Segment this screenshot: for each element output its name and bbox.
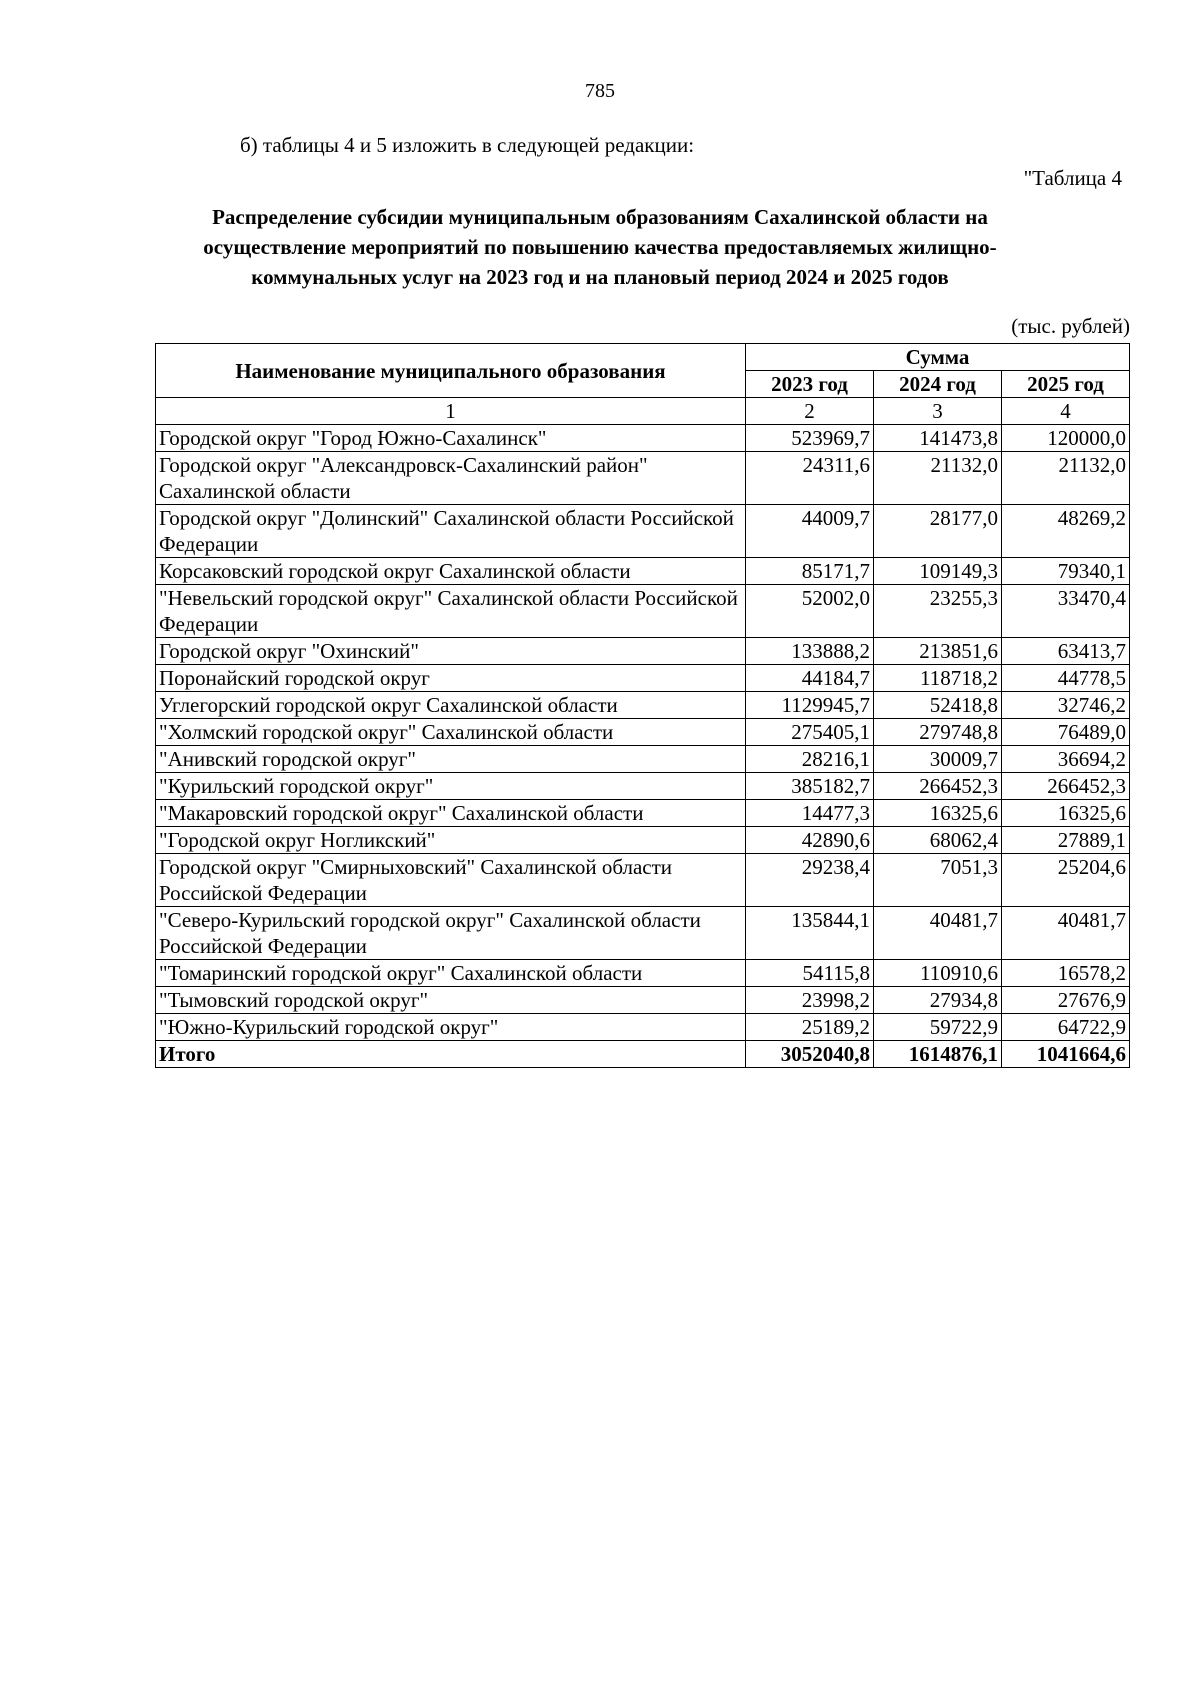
value-2024: 16325,6 (874, 800, 1002, 827)
municipality-name: Городской округ "Долинский" Сахалинской области Российской Федерации (156, 505, 746, 558)
table-title: Распределение субсидии муниципальным образованиям Сахалинской области на осуществление мероприятий по повышению качества предоставляемых жилищно-коммунальных услуг на 2023 год и на плановый период 2024 и 2025 годов (203, 205, 997, 289)
value-2023: 133888,2 (746, 638, 874, 665)
value-2023: 523969,7 (746, 425, 874, 452)
units-label: (тыс. рублей) (1011, 314, 1130, 338)
municipality-name: Городской округ "Александровск-Сахалинский район" Сахалинской области (156, 452, 746, 505)
value-2023: 25189,2 (746, 1014, 874, 1041)
value-2023: 44009,7 (746, 505, 874, 558)
table-row (156, 773, 1130, 800)
header-name: Наименование муниципального образования (156, 344, 746, 398)
column-number: 1 (156, 398, 746, 425)
table-row (156, 452, 1130, 505)
value-2025: 64722,9 (1002, 1014, 1130, 1041)
subsidy-table (155, 343, 1130, 1068)
value-2024: 27934,8 (874, 987, 1002, 1014)
value-2023: 135844,1 (746, 907, 874, 960)
table-row (156, 907, 1130, 960)
value-2024: 109149,3 (874, 558, 1002, 585)
value-2023: 1129945,7 (746, 692, 874, 719)
municipality-name: "Городской округ Ногликский" (156, 827, 746, 854)
table-row (156, 665, 1130, 692)
total-2024: 1614876,1 (874, 1041, 1002, 1068)
value-2024: 28177,0 (874, 505, 1002, 558)
value-2025: 79340,1 (1002, 558, 1130, 585)
column-number: 3 (874, 398, 1002, 425)
table-row (156, 425, 1130, 452)
value-2025: 48269,2 (1002, 505, 1130, 558)
header-year-2023: 2023 год (746, 371, 874, 398)
table-row (156, 1014, 1130, 1041)
value-2025: 76489,0 (1002, 719, 1130, 746)
header-year-2025: 2025 год (1002, 371, 1130, 398)
value-2024: 59722,9 (874, 1014, 1002, 1041)
value-2024: 110910,6 (874, 960, 1002, 987)
value-2025: 25204,6 (1002, 854, 1130, 907)
header-row (156, 344, 1130, 371)
value-2023: 29238,4 (746, 854, 874, 907)
header-sum: Сумма (746, 344, 1130, 371)
table-row (156, 585, 1130, 638)
value-2024: 266452,3 (874, 773, 1002, 800)
value-2024: 21132,0 (874, 452, 1002, 505)
value-2025: 63413,7 (1002, 638, 1130, 665)
value-2023: 14477,3 (746, 800, 874, 827)
page-number: 785 (585, 80, 615, 102)
table-row (156, 719, 1130, 746)
value-2025: 21132,0 (1002, 452, 1130, 505)
table-row (156, 800, 1130, 827)
table-label: "Таблица 4 (1023, 166, 1122, 190)
table-row (156, 505, 1130, 558)
municipality-name: "Тымовский городской округ" (156, 987, 746, 1014)
municipality-name: Корсаковский городской округ Сахалинской области (156, 558, 746, 585)
value-2023: 44184,7 (746, 665, 874, 692)
value-2023: 85171,7 (746, 558, 874, 585)
municipality-name: "Холмский городской округ" Сахалинской области (156, 719, 746, 746)
value-2023: 24311,6 (746, 452, 874, 505)
value-2025: 16578,2 (1002, 960, 1130, 987)
municipality-name: "Курильский городской округ" (156, 773, 746, 800)
value-2025: 44778,5 (1002, 665, 1130, 692)
total-label: Итого (156, 1041, 746, 1068)
table-row (156, 638, 1130, 665)
intro-text: б) таблицы 4 и 5 изложить в следующей редакции: (240, 133, 695, 157)
value-2024: 23255,3 (874, 585, 1002, 638)
value-2025: 40481,7 (1002, 907, 1130, 960)
municipality-name: Углегорский городской округ Сахалинской области (156, 692, 746, 719)
table-row (156, 960, 1130, 987)
column-numbers-row (156, 398, 1130, 425)
value-2023: 54115,8 (746, 960, 874, 987)
value-2024: 40481,7 (874, 907, 1002, 960)
municipality-name: Городской округ "Смирныховский" Сахалинской области Российской Федерации (156, 854, 746, 907)
municipality-name: Городской округ "Город Южно-Сахалинск" (156, 425, 746, 452)
value-2025: 266452,3 (1002, 773, 1130, 800)
value-2025: 120000,0 (1002, 425, 1130, 452)
value-2024: 213851,6 (874, 638, 1002, 665)
total-2025: 1041664,6 (1002, 1041, 1130, 1068)
municipality-name: "Анивский городской округ" (156, 746, 746, 773)
municipality-name: "Невельский городской округ" Сахалинской области Российской Федерации (156, 585, 746, 638)
value-2025: 32746,2 (1002, 692, 1130, 719)
table-body (156, 425, 1130, 1068)
value-2024: 118718,2 (874, 665, 1002, 692)
value-2023: 42890,6 (746, 827, 874, 854)
table-row (156, 558, 1130, 585)
value-2023: 23998,2 (746, 987, 874, 1014)
value-2025: 27676,9 (1002, 987, 1130, 1014)
municipality-name: "Макаровский городской округ" Сахалинской области (156, 800, 746, 827)
value-2023: 275405,1 (746, 719, 874, 746)
table-row (156, 854, 1130, 907)
municipality-name: "Северо-Курильский городской округ" Сахалинской области Российской Федерации (156, 907, 746, 960)
value-2025: 16325,6 (1002, 800, 1130, 827)
value-2023: 385182,7 (746, 773, 874, 800)
value-2025: 27889,1 (1002, 827, 1130, 854)
column-number: 4 (1002, 398, 1130, 425)
value-2024: 279748,8 (874, 719, 1002, 746)
municipality-name: "Южно-Курильский городской округ" (156, 1014, 746, 1041)
municipality-name: Городской округ "Охинский" (156, 638, 746, 665)
table-row (156, 692, 1130, 719)
total-row (156, 1041, 1130, 1068)
value-2025: 33470,4 (1002, 585, 1130, 638)
value-2024: 141473,8 (874, 425, 1002, 452)
municipality-name: Поронайский городской округ (156, 665, 746, 692)
value-2024: 7051,3 (874, 854, 1002, 907)
table-row (156, 987, 1130, 1014)
total-2023: 3052040,8 (746, 1041, 874, 1068)
value-2024: 68062,4 (874, 827, 1002, 854)
column-number: 2 (746, 398, 874, 425)
municipality-name: "Томаринский городской округ" Сахалинской области (156, 960, 746, 987)
value-2024: 30009,7 (874, 746, 1002, 773)
value-2024: 52418,8 (874, 692, 1002, 719)
value-2025: 36694,2 (1002, 746, 1130, 773)
value-2023: 52002,0 (746, 585, 874, 638)
value-2023: 28216,1 (746, 746, 874, 773)
table-row (156, 746, 1130, 773)
header-year-2024: 2024 год (874, 371, 1002, 398)
table-row (156, 827, 1130, 854)
